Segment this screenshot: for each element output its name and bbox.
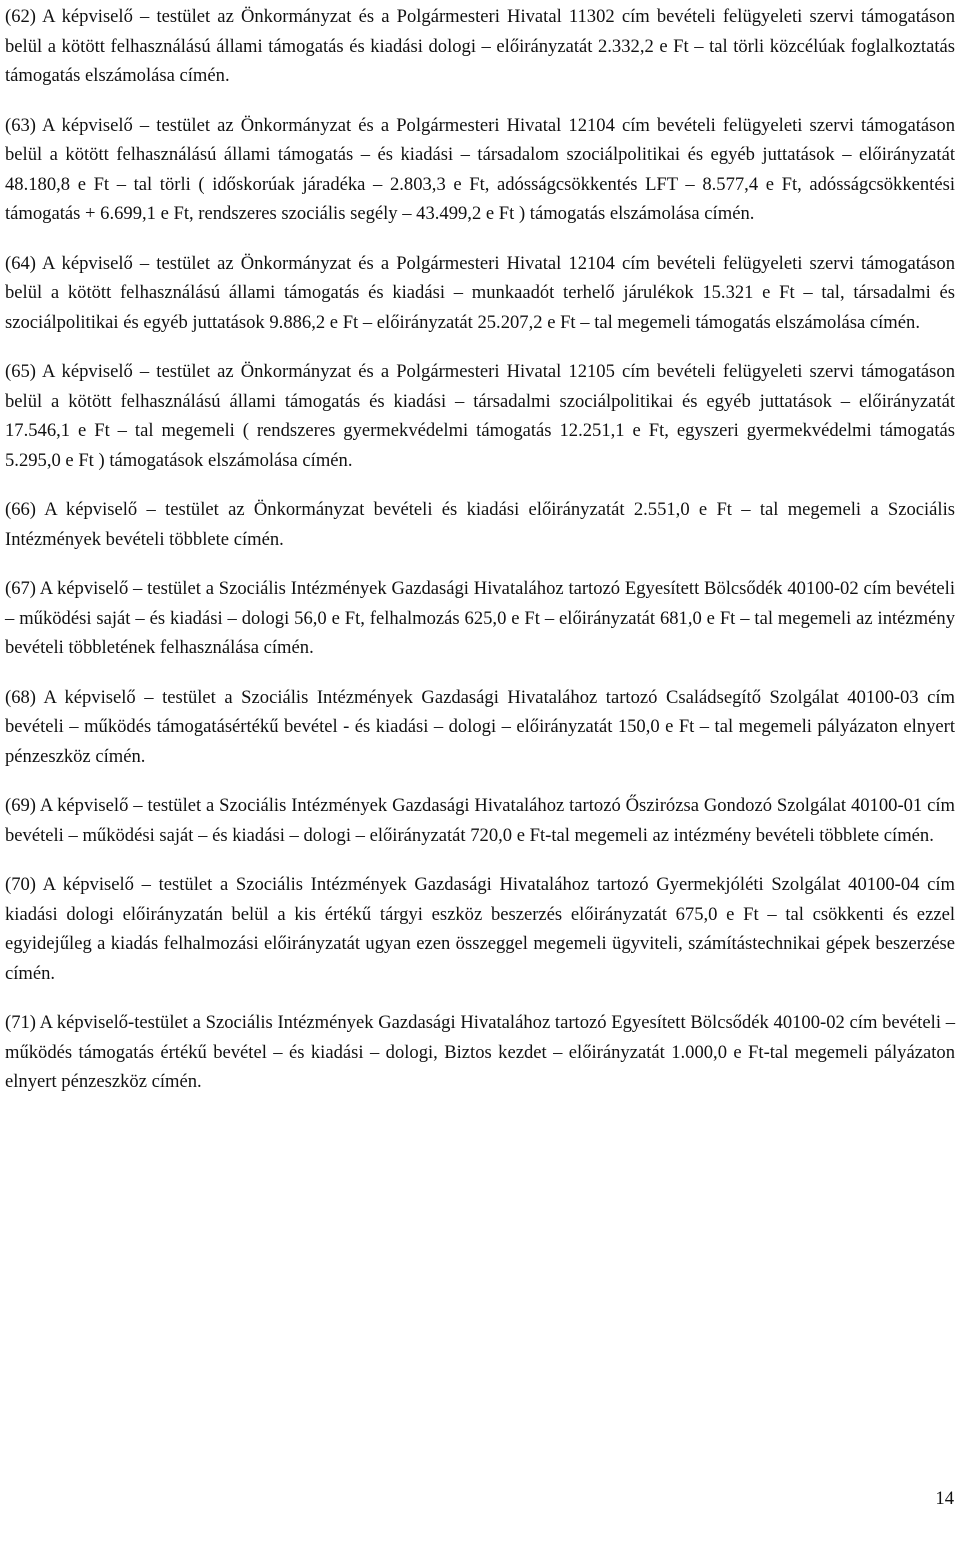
page-number: 14	[935, 1488, 954, 1509]
paragraph-63: (63) A képviselő – testület az Önkormányzat és a Polgármesteri Hivatal 12104 cím bevételi felügyeleti szervi támogatáson belül a kötött felhasználású állami támogatás – és kiadási – társadalom szociálpolitikai és egyéb juttatások – előirányzatát 48.180,8 e Ft – tal törli ( időskorúak járadéka – 2.803,3 e Ft, adósságcsökkentés LFT – 8.577,4 e Ft, adósságcsökkentési támogatás + 6.699,1 e Ft, rendszeres szociális segély – 43.499,2 e Ft ) támogatás elszámolása címén.	[5, 114, 955, 224]
paragraph-70: (70) A képviselő – testület a Szociális Intézmények Gazdasági Hivatalához tartozó Gyermekjóléti Szolgálat 40100-04 cím kiadási dologi előirányzatán belül a kis értékű tárgyi eszköz beszerzés előirányzatát 675,0 e Ft – tal csökkenti és ezzel egyidejűleg a kiadás felhalmozási előirányzatát ugyan ezen összeggel megemeli ügyviteli, számítástechnikai gépek beszerzése címén.	[5, 874, 955, 984]
paragraph-64: (64) A képviselő – testület az Önkormányzat és a Polgármesteri Hivatal 12104 cím bevételi felügyeleti szervi támogatáson belül a kötött felhasználású állami támogatás és kiadási – munkaadót terhelő járulékok 15.321 e Ft – tal, társadalmi és szociálpolitikai és egyéb juttatások 9.886,2 e Ft – előirányzatát 25.207,2 e Ft – tal megemeli támogatás elszámolása címén.	[5, 252, 955, 333]
paragraph-65: (65) A képviselő – testület az Önkormányzat és a Polgármesteri Hivatal 12105 cím bevételi felügyeleti szervi támogatáson belül a kötött felhasználású állami támogatás és kiadási – társadalmi szociálpolitikai és egyéb juttatások – előirányzatát 17.546,1 e Ft – tal megemeli ( rendszeres gyermekvédelmi támogatás 12.251,1 e Ft, egyszeri gyermekvédelmi támogatás 5.295,0 e Ft ) támogatások elszámolása címén.	[5, 361, 955, 471]
paragraph-71: (71) A képviselő-testület a Szociális Intézmények Gazdasági Hivatalához tartozó Egyesített Bölcsődék 40100-02 cím bevételi – működés támogatás értékű bevétel – és kiadási – dologi, Biztos kezdet – előirányzatát 1.000,0 e Ft-tal megemeli pályázaton elnyert pénzeszköz címén.	[5, 1012, 955, 1092]
paragraph-66: (66) A képviselő – testület az Önkormányzat bevételi és kiadási előirányzatát 2.551,0 e Ft – tal megemeli a Szociális Intézmények bevételi többlete címén.	[5, 499, 955, 550]
paragraph-67: (67) A képviselő – testület a Szociális Intézmények Gazdasági Hivatalához tartozó Egyesített Bölcsődék 40100-02 cím bevételi – működési saját – és kiadási – dologi 56,0 e Ft, felhalmozás 625,0 e Ft – előirányzatát 681,0 e Ft – tal megemeli az intézmény bevételi többletének felhasználása címén.	[5, 578, 955, 658]
paragraph-62: (62) A képviselő – testület az Önkormányzat és a Polgármesteri Hivatal 11302 cím bevételi felügyeleti szervi támogatáson belül a kötött felhasználású állami támogatás és kiadási dologi – előirányzatát 2.332,2 e Ft – tal törli közcélúak foglalkoztatás támogatás elszámolása címén.	[5, 6, 955, 86]
paragraph-68: (68) A képviselő – testület a Szociális Intézmények Gazdasági Hivatalához tartozó Családsegítő Szolgálat 40100-03 cím bevételi – működés támogatásértékű bevétel - és kiadási – dologi – előirányzatát 150,0 e Ft – tal megemeli pályázaton elnyert pénzeszköz címén.	[5, 686, 955, 767]
paragraph-69: (69) A képviselő – testület a Szociális Intézmények Gazdasági Hivatalához tartozó Őszirózsa Gondozó Szolgálat 40100-01 cím bevételi – működési saját – és kiadási – dologi – előirányzatát 720,0 e Ft-tal megemeli az intézmény bevételi többlete címén.	[5, 795, 955, 846]
document-body	[5, 2, 955, 1117]
